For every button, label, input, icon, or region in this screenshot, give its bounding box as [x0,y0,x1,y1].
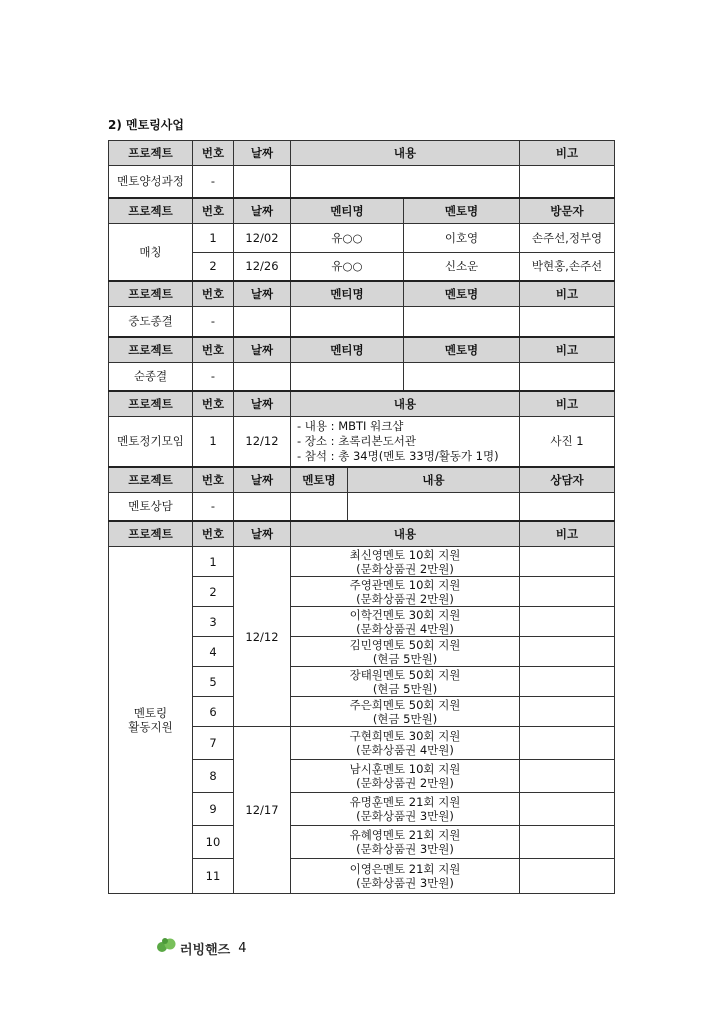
project-line: 활동지원 [128,720,173,734]
note-cell [520,826,615,859]
header-cell: 비고 [520,281,615,307]
project-cell: 멘토양성과정 [109,166,193,198]
project-cell [109,547,193,894]
number-cell: - [193,362,234,391]
header-cell: 번호 [193,467,234,493]
header-cell: 번호 [193,337,234,363]
number-cell: 7 [193,727,234,760]
table-row [109,307,615,337]
note-cell [520,697,615,727]
note-cell [520,760,615,793]
number-cell: 1 [193,417,234,467]
content-line: (문화상품권 2만원) [356,561,454,576]
date-cell: 12/26 [234,252,291,281]
content-cell [291,637,520,667]
header-cell: 멘티명 [291,198,404,224]
note-cell [520,547,615,577]
content-line: - 장소 : 초록리본도서관 [297,433,416,448]
date-cell [234,166,291,198]
content-cell [291,607,520,637]
mentee-cell: 유○○ [291,223,404,252]
header-cell: 내용 [291,141,520,166]
number-cell: 3 [193,607,234,637]
number-cell: 1 [193,223,234,252]
mentee-cell: 유○○ [291,252,404,281]
header-cell: 멘토명 [404,337,520,363]
content-cell [291,166,520,198]
content-line: - 내용 : MBTI 워크샵 [297,418,404,433]
header-row [109,337,615,363]
header-cell: 번호 [193,281,234,307]
mentee-cell [291,362,404,391]
mentor-cell [404,362,520,391]
section-title: 2) 멘토링사업 [108,118,184,132]
header-cell: 번호 [193,391,234,417]
content-line: (문화상품권 3만원) [356,842,454,856]
header-cell: 프로젝트 [109,141,193,166]
header-row [109,198,615,224]
content-line: (문화상품권 2만원) [356,591,454,606]
header-cell: 번호 [193,521,234,547]
heart-hands-logo-icon [156,937,178,959]
table-row [109,166,615,198]
mentoring-table [108,140,615,894]
project-line: 멘토링 [133,706,168,720]
date-cell [234,492,291,521]
header-cell: 비고 [520,337,615,363]
content-line: 유혜영멘토 21회 지원 [349,828,461,842]
project-cell: 중도종결 [109,307,193,337]
content-cell [291,760,520,793]
table-row [109,547,615,577]
number-cell: 4 [193,637,234,667]
table-row [109,417,615,467]
number-cell: 1 [193,547,234,577]
header-cell: 비고 [520,141,615,166]
header-cell: 비고 [520,391,615,417]
note-cell [520,637,615,667]
header-cell: 상담자 [520,467,615,493]
header-cell: 멘토명 [291,467,348,493]
header-cell: 프로젝트 [109,521,193,547]
content-line: (문화상품권 2만원) [356,776,454,790]
note-cell [520,166,615,198]
content-line: 남시훈멘토 10회 지원 [349,762,461,776]
content-line: 김민영멘토 50회 지원 [349,637,461,652]
date-cell: 12/02 [234,223,291,252]
header-cell: 날짜 [234,391,291,417]
project-cell: 순종결 [109,362,193,391]
note-cell [520,859,615,894]
content-line: (현금 5만원) [372,711,438,726]
header-cell: 비고 [520,521,615,547]
page-number: 4 [238,940,247,956]
header-cell: 멘티명 [291,281,404,307]
content-cell [291,417,520,467]
content-cell [348,492,520,521]
header-cell: 날짜 [234,337,291,363]
visitor-cell: 손주선,정부영 [520,223,615,252]
date-cell: 12/17 [234,727,291,894]
note-cell: 사진 1 [520,417,615,467]
number-cell: 6 [193,697,234,727]
number-cell: 5 [193,667,234,697]
content-line: 최신영멘토 10회 지원 [349,547,461,562]
project-cell: 매칭 [109,223,193,281]
content-line: (현금 5만원) [372,651,438,666]
mentor-cell [291,492,348,521]
header-row [109,521,615,547]
mentor-cell: 신소운 [404,252,520,281]
number-cell: - [193,166,234,198]
content-line: (문화상품권 3만원) [356,876,454,890]
header-cell: 멘토명 [404,281,520,307]
date-cell [234,362,291,391]
content-line: (문화상품권 4만원) [356,743,454,757]
number-cell: 11 [193,859,234,894]
note-cell [520,667,615,697]
header-row [109,141,615,166]
mentor-cell [404,307,520,337]
content-cell [291,667,520,697]
header-cell: 번호 [193,198,234,224]
content-cell [291,826,520,859]
mentee-cell [291,307,404,337]
counselor-cell [520,492,615,521]
header-cell: 프로젝트 [109,467,193,493]
content-cell [291,547,520,577]
number-cell: 8 [193,760,234,793]
content-line: 구현희멘토 30회 지원 [349,729,461,743]
header-cell: 멘토명 [404,198,520,224]
header-cell: 내용 [348,467,520,493]
content-line: 유명훈멘토 21회 지원 [349,795,461,809]
header-cell: 프로젝트 [109,337,193,363]
date-cell: 12/12 [234,547,291,727]
header-cell: 멘티명 [291,337,404,363]
note-cell [520,362,615,391]
content-line: 장태원멘토 50회 지원 [349,667,461,682]
content-cell [291,793,520,826]
header-cell: 날짜 [234,198,291,224]
number-cell: 2 [193,252,234,281]
note-cell [520,307,615,337]
header-cell: 내용 [291,391,520,417]
note-cell [520,607,615,637]
note-cell [520,793,615,826]
header-cell: 날짜 [234,467,291,493]
number-cell: 10 [193,826,234,859]
mentor-cell: 이호영 [404,223,520,252]
date-cell [234,307,291,337]
content-line: 이영은멘토 21회 지원 [349,862,461,876]
header-cell: 프로젝트 [109,198,193,224]
content-cell [291,697,520,727]
number-cell: - [193,307,234,337]
header-cell: 번호 [193,141,234,166]
table-row [109,492,615,521]
table-row [109,223,615,252]
header-cell: 날짜 [234,281,291,307]
content-cell [291,577,520,607]
header-cell: 내용 [291,521,520,547]
content-line: 이학건멘토 30회 지원 [349,607,461,622]
note-cell [520,577,615,607]
header-row [109,391,615,417]
number-cell: 9 [193,793,234,826]
visitor-cell: 박현홍,손주선 [520,252,615,281]
footer [156,937,247,959]
project-cell: 멘토정기모임 [109,417,193,467]
content-line: (문화상품권 4만원) [356,621,454,636]
content-line: 주은희멘토 50회 지원 [349,697,461,712]
content-cell [291,727,520,760]
brand-name: 러빙핸즈 [180,942,231,958]
project-cell: 멘토상담 [109,492,193,521]
header-cell: 프로젝트 [109,281,193,307]
content-cell [291,859,520,894]
header-row [109,467,615,493]
table-row [109,362,615,391]
content-line: 주영관멘토 10회 지원 [349,577,461,592]
header-row [109,281,615,307]
content-line: (현금 5만원) [372,681,438,696]
header-cell: 프로젝트 [109,391,193,417]
note-cell [520,727,615,760]
header-cell: 날짜 [234,141,291,166]
header-cell: 방문자 [520,198,615,224]
number-cell: 2 [193,577,234,607]
date-cell: 12/12 [234,417,291,467]
header-cell: 날짜 [234,521,291,547]
number-cell: - [193,492,234,521]
content-line: - 참석 : 총 34명(멘토 33명/활동가 1명) [297,448,499,463]
content-line: (문화상품권 3만원) [356,809,454,823]
